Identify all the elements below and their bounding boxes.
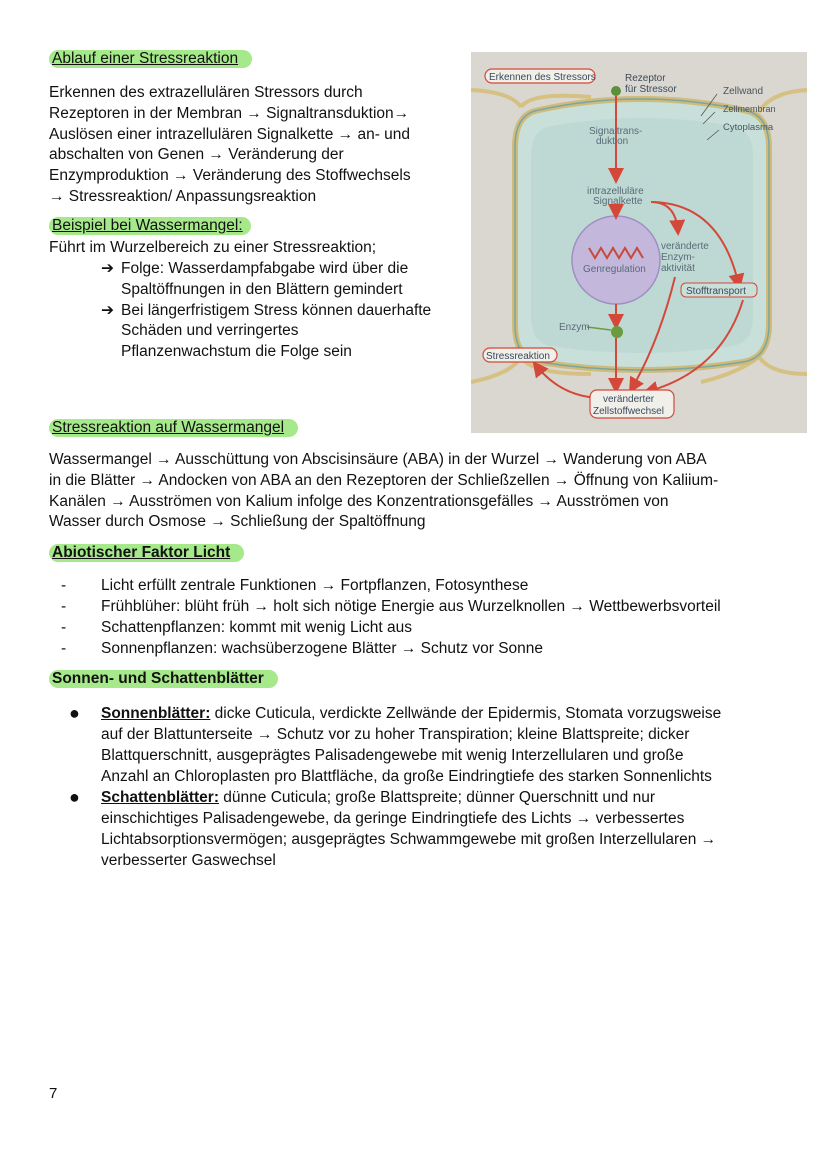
text-line: in die Blätter → Andocken von ABA an den Rezeptoren der Schließzellen → Öffnung von Kaliium- (49, 471, 719, 489)
list-item-text: Licht erfüllt zentrale Funktionen → Fortpflanzen, Fotosynthese (101, 577, 529, 594)
section-wassermangel (49, 419, 298, 437)
dash-marker: - (61, 619, 67, 636)
text-line: dünne Cuticula; große Blattspreite; dünner Querschnitt und nur (219, 789, 655, 806)
heading-beispiel (49, 217, 251, 235)
list-licht (49, 575, 721, 659)
text-line: Wassermangel → Ausschüttung von Abscisinsäure (ABA) in der Wurzel → Wanderung von ABA (49, 451, 707, 468)
text-line: Bei längerfristigem Stress können dauerhafte (121, 301, 432, 319)
list-item (49, 575, 721, 596)
text-line: Kanälen → Ausströmen von Kalium infolge des Konzentrationsgefälles → Ausströmen von (49, 492, 669, 510)
dash-marker: - (61, 640, 67, 657)
label-signalkette: intrazelluläre (587, 186, 644, 197)
list-item-text: Sonnenpflanzen: wachsüberzogene Blätter → Schutz vor Sonne (101, 640, 544, 657)
label-zellmembran: Zellmembran (723, 104, 776, 114)
arrow-icon: ➔ (101, 260, 114, 277)
dash-marker: - (61, 577, 67, 594)
term-sonnenblaetter: Sonnenblätter: (101, 705, 211, 722)
label-enzymaktivitaet: veränderte (661, 241, 709, 252)
label-signaltransduktion: Signaltrans- (589, 126, 643, 137)
text-line: Anzahl an Chloroplasten pro Blattfläche, da große Eindringtiefe des starken Sonnenlichts (101, 768, 712, 785)
text-line: Folge: Wasserdampfabgabe wird über die (121, 260, 409, 277)
text-line: einschichtiges Palisadengewebe, da geringe Eindringtiefe des Lichts → verbessertes (101, 810, 685, 827)
cell-diagram (471, 52, 807, 433)
heading-text: Beispiel bei Wassermangel (52, 217, 239, 234)
section-blaetter (49, 670, 278, 688)
section-beispiel (49, 217, 251, 235)
list-blaetter (49, 703, 789, 871)
label-stofftransport: Stofftransport (686, 286, 746, 297)
arrow-icon: ➔ (101, 301, 114, 319)
text-line: abschalten von Genen → Veränderung der (49, 146, 344, 164)
label-zellwand: Zellwand (723, 86, 764, 97)
label-enzym: Enzym (559, 322, 590, 333)
label-cytoplasma: Cytoplasma (723, 122, 774, 133)
nucleus (572, 216, 660, 304)
arrow-bullet (101, 259, 431, 301)
heading-licht: Abiotischer Faktor Licht (49, 544, 244, 562)
beispiel-intro: Führt im Wurzelbereich zu einer Stressreaktion; (49, 239, 377, 256)
text-line: Schäden und verringertes (121, 322, 299, 340)
list-item (49, 638, 721, 659)
list-item-text: Frühblüher: blüht früh → holt sich nötige Energie aus Wurzelknollen → Wettbewerbsvorteil (101, 598, 721, 615)
bullet-marker: ● (69, 703, 80, 723)
heading-ablauf: Ablauf einer Stressreaktion (49, 50, 252, 68)
label-erkennen: Erkennen des Stressors (489, 72, 596, 83)
section-licht (49, 544, 244, 562)
text-line: Auslösen einer intrazellulären Signalkette → an- und (49, 125, 411, 143)
label-enzymaktivitaet: Enzym- (661, 252, 695, 263)
beispiel-bullets (101, 259, 431, 363)
enzyme-icon (611, 326, 623, 338)
term-schattenblaetter: Schattenblätter: (101, 789, 219, 806)
list-item (49, 787, 789, 871)
text-line: auf der Blattunterseite → Schutz vor zu hoher Transpiration; kleine Blattspreite; dicker (101, 726, 690, 743)
text-line: verbesserter Gaswechsel (101, 852, 276, 869)
label-zellstoffwechsel: Zellstoffwechsel (593, 406, 664, 417)
text-line: Wasser durch Osmose → Schließung der Spaltöffnung (49, 513, 426, 531)
list-item (49, 703, 789, 787)
label-signaltransduktion: duktion (596, 136, 629, 147)
heading-suffix: : (238, 217, 243, 234)
arrow-bullet (101, 301, 431, 363)
label-enzymaktivitaet: aktivität (661, 263, 695, 274)
section-stressreaktion (49, 50, 252, 68)
label-zellstoffwechsel: veränderter (603, 394, 655, 405)
text-line: dicke Cuticula, verdickte Zellwände der Epidermis, Stomata vorzugsweise (210, 705, 722, 722)
cell-diagram-svg (471, 52, 807, 433)
text-line: Pflanzenwachstum die Folge sein (121, 343, 352, 361)
label-rezeptor: Rezeptor (625, 73, 666, 84)
text-line: → Stressreaktion/ Anpassungsreaktion (49, 187, 317, 205)
label-stressreaktion: Stressreaktion (486, 351, 550, 362)
list-item (49, 596, 721, 617)
text-line: Blattquerschnitt, ausgeprägtes Palisadengewebe mit wenig Interzellularen und große (101, 747, 684, 764)
paragraph-ablauf (49, 83, 411, 208)
label-signalkette: Signalkette (593, 196, 643, 207)
text-line: Rezeptoren in der Membran → Signaltransduktion→ (49, 104, 410, 122)
text-line: Enzymproduktion → Veränderung des Stoffwechsels (49, 167, 411, 185)
bullet-marker: ● (69, 787, 80, 807)
paragraph-wassermangel (49, 450, 718, 533)
label-genregulation: Genregulation (583, 264, 646, 275)
heading-wassermangel: Stressreaktion auf Wassermangel (49, 419, 298, 437)
receptor-icon (611, 86, 621, 96)
page-number: 7 (49, 1085, 58, 1102)
text-line: Lichtabsorptionsvermögen; ausgeprägtes Schwammgewebe mit großen Interzellularen → (101, 831, 717, 848)
heading-blaetter: Sonnen- und Schattenblätter (49, 670, 278, 688)
dash-marker: - (61, 598, 67, 615)
text-line: Spaltöffnungen in den Blättern gemindert (121, 280, 403, 298)
label-rezeptor: für Stressor (625, 84, 677, 95)
list-item-text: Schattenpflanzen: kommt mit wenig Licht aus (101, 619, 413, 636)
text-line: Erkennen des extrazellulären Stressors durch (49, 84, 363, 101)
list-item (49, 617, 721, 638)
